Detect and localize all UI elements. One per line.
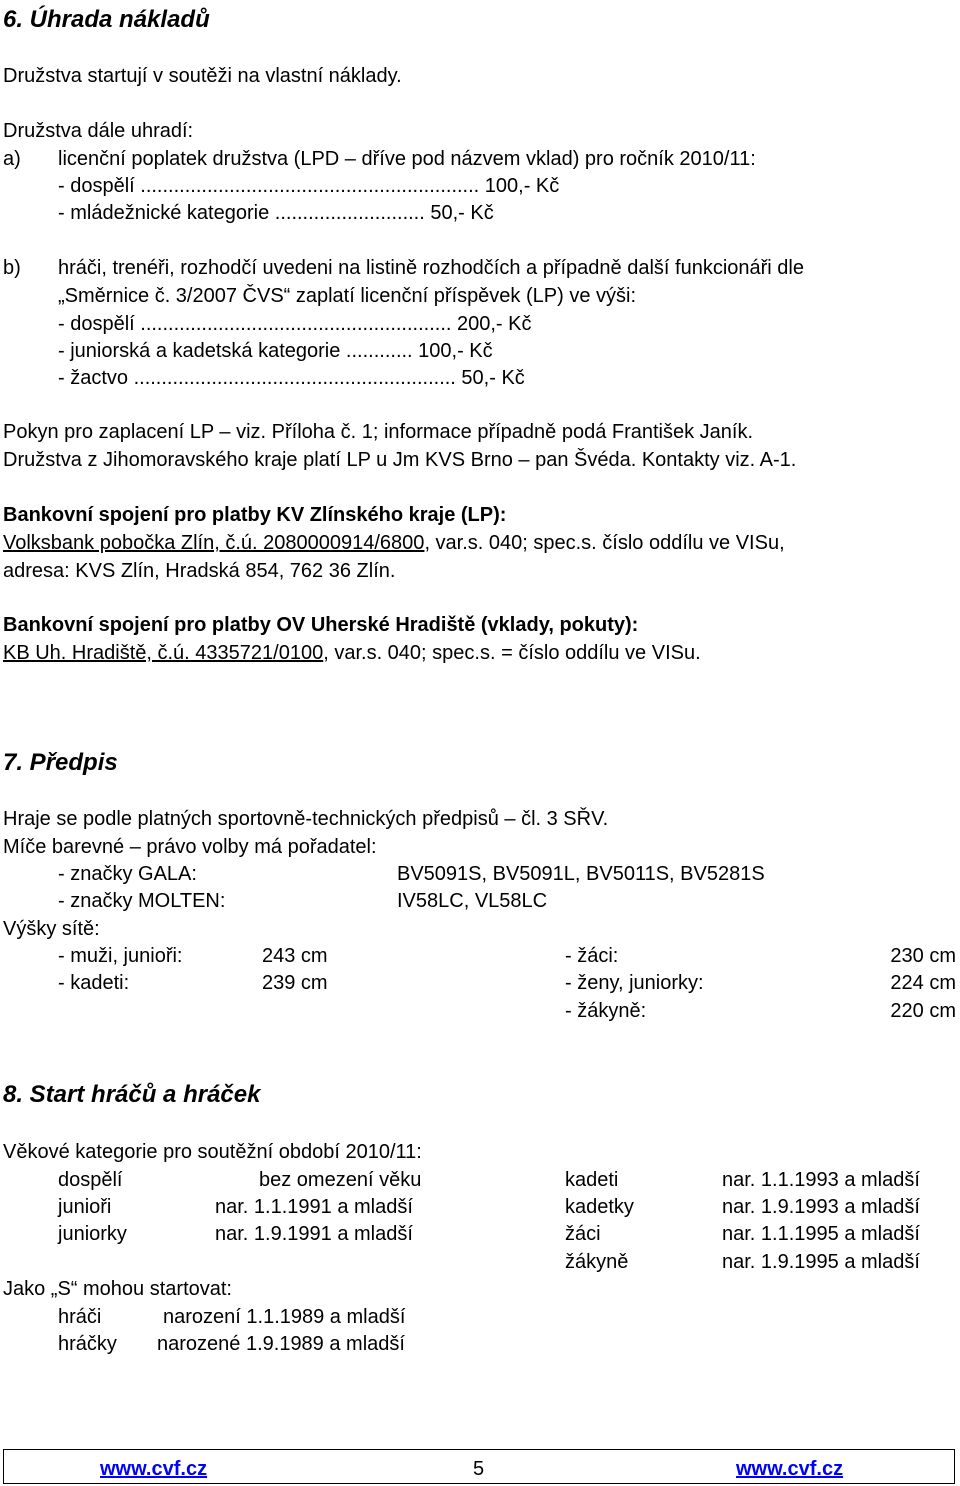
s6-item-a-label: a) (3, 148, 21, 170)
ball-gala-label: - značky GALA: (58, 863, 197, 885)
age-pupils-label: žáci (565, 1223, 601, 1245)
age-girls-value: nar. 1.9.1995 a mladší (722, 1251, 920, 1273)
s8-paragraph-1: Věkové kategorie pro soutěžní období 2010/11: (3, 1141, 422, 1163)
s7-paragraph-1: Hraje se podle platných sportovně-technických předpisů – čl. 3 SŘV. (3, 808, 609, 830)
s6-b-fee-pupils: - žactvo .......................................................... 50,- Kč (58, 367, 525, 389)
footer-link-left[interactable]: www.cvf.cz (100, 1458, 208, 1480)
bank-zlin-symbols: , var.s. 040; spec.s. číslo oddílu ve VISu, (424, 532, 785, 554)
age-juniorky-label: juniorky (58, 1223, 127, 1245)
s6-item-a-text: licenční poplatek družstva (LPD – dříve pod názvem vklad) pro ročník 2010/11: (58, 148, 756, 170)
net-men-value: 243 cm (262, 945, 328, 967)
bank-zlin-title: Bankovní spojení pro platby KV Zlínského kraje (LP): (3, 504, 507, 526)
net-heights-title: Výšky sítě: (3, 918, 100, 940)
s6-b-fee-juniors: - juniorská a kadetská kategorie ............ 100,- Kč (58, 340, 493, 362)
net-pupils-label: - žáci: (565, 945, 619, 967)
bank-uh-title: Bankovní spojení pro platby OV Uherské Hradiště (vklady, pokuty): (3, 614, 639, 636)
age-kadetky-value: nar. 1.9.1993 a mladší (722, 1196, 920, 1218)
age-kadetky-label: kadetky (565, 1196, 634, 1218)
page-number: 5 (473, 1458, 485, 1480)
net-women-label: - ženy, juniorky: (565, 972, 704, 994)
section-6-title: 6. Úhrada nákladů (3, 6, 210, 33)
s6-paragraph-2: Družstva dále uhradí: (3, 120, 194, 142)
s-start-female-value: narozené 1.9.1989 a mladší (157, 1333, 405, 1355)
s-start-title: Jako „S“ mohou startovat: (3, 1278, 232, 1300)
age-cadets-label: kadeti (565, 1169, 619, 1191)
section-8-title: 8. Start hráčů a hráček (3, 1081, 261, 1108)
s-start-players-label: hráči (58, 1306, 102, 1328)
net-women-value: 224 cm (890, 972, 956, 994)
section-7-title: 7. Předpis (3, 749, 118, 776)
net-pupils-value: 230 cm (890, 945, 956, 967)
age-adults-value: bez omezení věku (259, 1169, 422, 1191)
bank-uh-account: KB Uh. Hradiště, č.ú. 4335721/0100 (3, 642, 324, 664)
net-men-label: - muži, junioři: (58, 945, 183, 967)
age-juniors-label: junioři (58, 1196, 112, 1218)
s-start-players-value: narození 1.1.1989 a mladší (163, 1306, 406, 1328)
net-cadets-value: 239 cm (262, 972, 328, 994)
age-juniors-value: nar. 1.1.1991 a mladší (215, 1196, 413, 1218)
footer-link-right[interactable]: www.cvf.cz (736, 1458, 844, 1480)
age-juniorky-value: nar. 1.9.1991 a mladší (215, 1223, 413, 1245)
s6-item-b-text-2: „Směrnice č. 3/2007 ČVS“ zaplatí licenční příspěvek (LP) ve výši: (58, 285, 637, 307)
bank-zlin-account: Volksbank pobočka Zlín, č.ú. 2080000914/6800 (3, 532, 425, 554)
age-girls-label: žákyně (565, 1251, 629, 1273)
s6-paragraph-1: Družstva startují v soutěži na vlastní náklady. (3, 65, 402, 87)
net-cadets-label: - kadeti: (58, 972, 130, 994)
age-pupils-value: nar. 1.1.1995 a mladší (722, 1223, 920, 1245)
s6-pokyn-1: Pokyn pro zaplacení LP – viz. Příloha č. 1; informace případně podá František Janík. (3, 421, 754, 443)
s6-a-fee-youth: - mládežnické kategorie ........................... 50,- Kč (58, 202, 494, 224)
s6-a-fee-adults: - dospělí ............................................................. 100,- Kč (58, 175, 560, 197)
bank-zlin-line-1 (3, 533, 785, 553)
s-start-female-label: hráčky (58, 1333, 117, 1355)
ball-molten-value: IV58LC, VL58LC (397, 890, 548, 912)
s6-item-b-text-1: hráči, trenéři, rozhodčí uvedeni na listině rozhodčích a případně další funkcionáři dle (58, 257, 804, 279)
s6-pokyn-2: Družstva z Jihomoravského kraje platí LP u Jm KVS Brno – pan Švéda. Kontakty viz. A-1. (3, 449, 797, 471)
age-adults-label: dospělí (58, 1169, 123, 1191)
net-girls-label: - žákyně: (565, 1000, 647, 1022)
ball-molten-label: - značky MOLTEN: (58, 890, 226, 912)
s7-paragraph-2: Míče barevné – právo volby má pořadatel: (3, 836, 377, 858)
bank-zlin-address: adresa: KVS Zlín, Hradská 854, 762 36 Zlín. (3, 560, 396, 582)
net-girls-value: 220 cm (890, 1000, 956, 1022)
s6-b-fee-adults: - dospělí ........................................................ 200,- Kč (58, 313, 532, 335)
bank-uh-symbols: , var.s. 040; spec.s. = číslo oddílu ve VISu. (323, 642, 701, 664)
ball-gala-value: BV5091S, BV5091L, BV5011S, BV5281S (397, 863, 765, 885)
bank-uh-line (3, 643, 701, 663)
age-cadets-value: nar. 1.1.1993 a mladší (722, 1169, 920, 1191)
s6-item-b-label: b) (3, 257, 21, 279)
